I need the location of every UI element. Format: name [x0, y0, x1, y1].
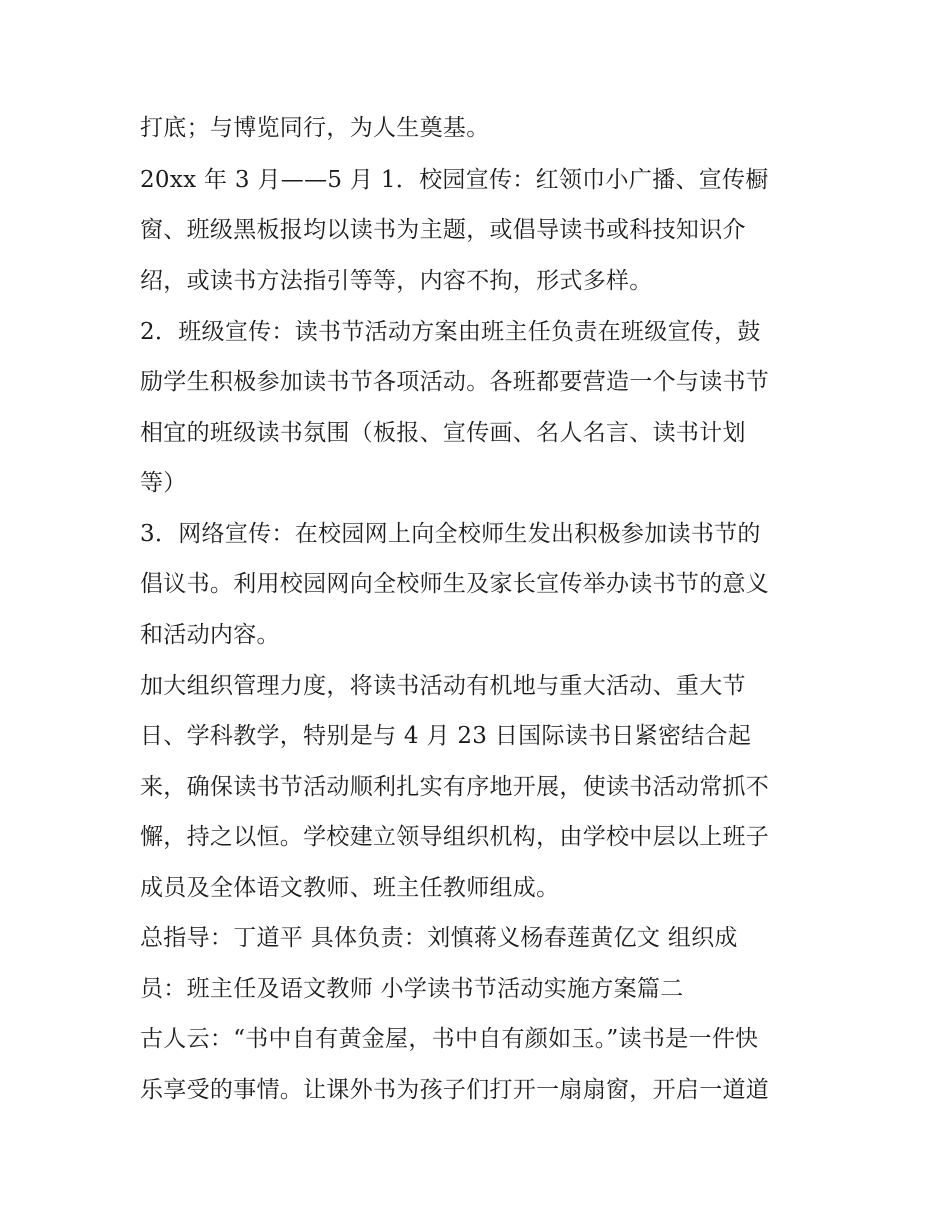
text-line: 窗、班级黑板报均以读书为主题，或倡导读书或科技知识介	[140, 217, 746, 243]
text-line: 励学生积极参加读书节各项活动。各班都要营造一个与读书节	[140, 369, 770, 395]
text-line: 等）	[140, 470, 187, 496]
text-line: 员：班主任及语文教师 小学读书节活动实施方案篇二	[140, 976, 684, 1002]
text-line: 乐享受的事情。让课外书为孩子们打开一扇扇窗，开启一道道	[140, 1077, 770, 1103]
text-line: 总指导：丁道平 具体负责：刘慎蒋义杨春莲黄亿文 组织成	[140, 925, 738, 951]
text-line: 加大组织管理力度，将读书活动有机地与重大活动、重大节	[140, 673, 746, 699]
text-line: 成员及全体语文教师、班主任教师组成。	[140, 875, 560, 901]
text-line: 倡议书。利用校园网向全校师生及家长宣传举办读书节的意义	[140, 571, 770, 597]
text-line: 古人云：“书中自有黄金屋，书中自有颜如玉。”读书是一件快	[140, 1026, 759, 1052]
text-line: 2．班级宣传：读书节活动方案由班主任负责在班级宣传，鼓	[140, 319, 761, 345]
text-line: 日、学科教学，特别是与 4 月 23 日国际读书日紧密结合起	[140, 723, 752, 749]
text-line: 懈，持之以恒。学校建立领导组织机构，由学校中层以上班子	[140, 824, 770, 850]
text-line: 相宜的班级读书氛围（板报、宣传画、名人名言、读书计划	[140, 420, 746, 446]
text-line: 3．网络宣传：在校园网上向全校师生发出积极参加读书节的	[140, 521, 761, 547]
text-line: 和活动内容。	[140, 622, 280, 648]
text-line: 20xx 年 3 月——5 月 1．校园宣传：红领巾小广播、宣传橱	[140, 167, 769, 193]
text-line: 来，确保读书节活动顺利扎实有序地开展，使读书活动常抓不	[140, 774, 770, 800]
text-line: 打底；与博览同行，为人生奠基。	[140, 115, 490, 141]
text-line: 绍，或读书方法指引等等，内容不拘，形式多样。	[140, 268, 653, 294]
